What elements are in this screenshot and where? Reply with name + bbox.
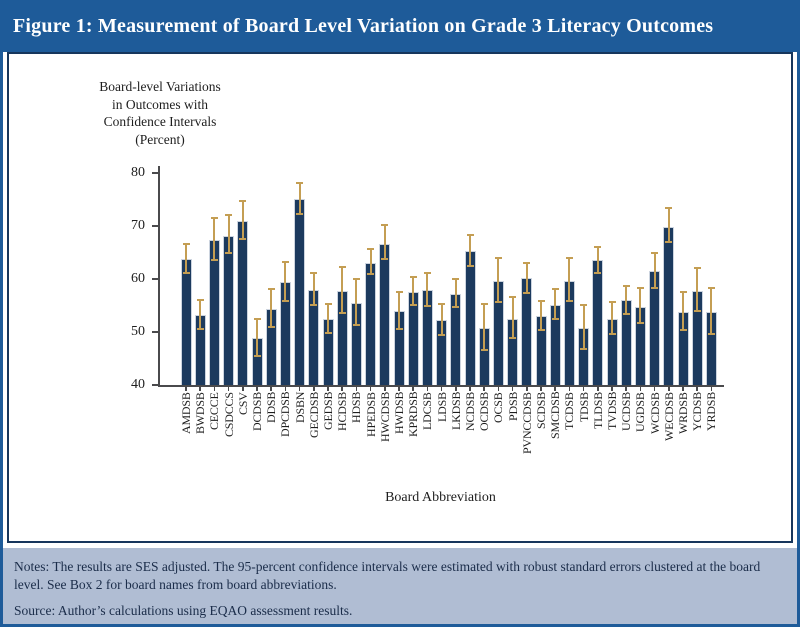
error-bar-cap-bottom: [353, 324, 360, 326]
x-tick-mark: [242, 386, 244, 391]
x-tick-mark: [256, 386, 258, 391]
y-tick-mark: [152, 225, 158, 227]
error-bar-cap-bottom: [239, 238, 246, 240]
x-tick-mark: [569, 386, 571, 391]
error-bar-cap-top: [197, 299, 204, 301]
error-bar-cap-top: [367, 248, 374, 250]
error-bar-cap-top: [438, 303, 445, 305]
x-tick-mark: [199, 386, 201, 391]
error-bar-cap-bottom: [367, 273, 374, 275]
error-bar-line: [540, 301, 542, 331]
x-tick-label: TLDSB: [590, 392, 605, 430]
x-tick-mark: [512, 386, 514, 391]
y-axis-title: [80, 78, 240, 148]
error-bar-cap-top: [254, 318, 261, 320]
error-bar-cap-bottom: [566, 300, 573, 302]
error-bar-cap-top: [481, 303, 488, 305]
x-tick-label: TCDSB: [562, 392, 577, 430]
bar: [408, 292, 419, 385]
x-tick-label: WECDSB: [661, 392, 676, 441]
error-bar-line: [455, 279, 457, 307]
error-bar-line: [242, 201, 244, 239]
x-tick-mark: [526, 386, 528, 391]
error-bar-line: [668, 208, 670, 242]
error-bar-cap-top: [452, 278, 459, 280]
error-bar-cap-bottom: [410, 304, 417, 306]
x-tick-mark: [611, 386, 613, 391]
error-bar-cap-bottom: [708, 333, 715, 335]
bar: [181, 259, 192, 385]
error-bar-line: [710, 288, 712, 334]
x-tick-label: OCDSB: [477, 392, 492, 432]
error-bar-line: [597, 247, 599, 273]
error-bar-line: [185, 244, 187, 273]
error-bar-cap-top: [637, 287, 644, 289]
error-bar-cap-bottom: [623, 313, 630, 315]
error-bar-cap-bottom: [296, 213, 303, 215]
error-bar-line: [355, 279, 357, 325]
error-bar-cap-top: [268, 288, 275, 290]
x-tick-mark: [313, 386, 315, 391]
error-bar-cap-top: [651, 252, 658, 254]
error-bar-line: [299, 183, 301, 214]
error-bar-cap-top: [509, 296, 516, 298]
x-tick-label: GECDSB: [306, 392, 321, 439]
x-tick-label: GEDSB: [321, 392, 335, 431]
x-tick-label: TVDSB: [605, 392, 619, 431]
error-bar-cap-bottom: [509, 337, 516, 339]
x-tick-label: HWDSB: [392, 392, 406, 435]
error-bar-line: [341, 267, 343, 313]
x-tick-label: OCSB: [491, 392, 506, 423]
x-tick-label: HWCDSB: [377, 392, 392, 443]
x-tick-label: LDSB: [434, 392, 449, 422]
y-axis-title-line: in Outcomes with: [112, 96, 208, 112]
error-bar-cap-top: [296, 182, 303, 184]
error-bar-cap-bottom: [609, 333, 616, 335]
x-tick-label: KPRDSB: [406, 392, 421, 438]
x-tick-label: DSBN: [292, 392, 307, 424]
x-tick-mark: [370, 386, 372, 391]
error-bar-cap-top: [609, 301, 616, 303]
source-text: Source: Author’s calculations using EQAO assessment results.: [14, 603, 353, 618]
x-tick-mark: [356, 386, 358, 391]
error-bar-line: [412, 277, 414, 305]
x-tick-label: WCDSB: [647, 392, 662, 434]
error-bar-cap-bottom: [211, 259, 218, 261]
error-bar-cap-bottom: [310, 304, 317, 306]
bar: [521, 278, 532, 385]
y-tick-label: 60: [131, 271, 145, 286]
x-tick-label: CECCE: [207, 392, 222, 430]
error-bar-cap-top: [353, 278, 360, 280]
x-tick-label: CSDCCS: [221, 392, 236, 437]
error-bar-cap-top: [183, 243, 190, 245]
x-tick-label: WRDSB: [676, 392, 690, 434]
error-bar-cap-top: [566, 257, 573, 259]
error-bar-line: [696, 268, 698, 311]
error-bar-cap-bottom: [396, 328, 403, 330]
error-bar-cap-bottom: [651, 287, 658, 289]
x-tick-mark: [441, 386, 443, 391]
error-bar-cap-bottom: [424, 305, 431, 307]
error-bar-line: [228, 215, 230, 253]
error-bar-cap-top: [211, 217, 218, 219]
error-bar-cap-top: [523, 262, 530, 264]
x-tick-mark: [427, 386, 429, 391]
error-bar-cap-top: [665, 207, 672, 209]
x-tick-mark: [185, 386, 187, 391]
x-tick-mark: [455, 386, 457, 391]
error-bar-line: [469, 235, 471, 266]
x-tick-mark: [270, 386, 272, 391]
error-bar-line: [654, 253, 656, 289]
error-bar-cap-bottom: [481, 349, 488, 351]
error-bar-cap-bottom: [594, 272, 601, 274]
chart-panel: [7, 52, 793, 543]
error-bar-line: [497, 258, 499, 301]
error-bar-cap-bottom: [325, 332, 332, 334]
x-tick-label: BWDSB: [193, 392, 208, 434]
x-tick-label: AMDSB: [179, 392, 193, 434]
y-axis-line: [158, 166, 160, 386]
x-tick-mark: [228, 386, 230, 391]
error-bar-line: [256, 319, 258, 356]
error-bar-line: [526, 263, 528, 293]
error-bar-cap-top: [708, 287, 715, 289]
error-bar-cap-bottom: [694, 310, 701, 312]
error-bar-cap-top: [225, 214, 232, 216]
error-bar-cap-bottom: [538, 329, 545, 331]
error-bar-cap-bottom: [580, 348, 587, 350]
error-bar-cap-bottom: [637, 322, 644, 324]
error-bar-cap-bottom: [495, 301, 502, 303]
x-tick-label: SCDSB: [534, 392, 548, 430]
error-bar-cap-bottom: [452, 306, 459, 308]
x-tick-mark: [412, 386, 414, 391]
error-bar-cap-top: [623, 285, 630, 287]
x-tick-label: UGDSB: [633, 392, 648, 432]
error-bar-cap-top: [594, 246, 601, 248]
error-bar-cap-bottom: [552, 318, 559, 320]
error-bar-line: [568, 258, 570, 300]
error-bar-cap-top: [538, 300, 545, 302]
error-bar-cap-bottom: [467, 265, 474, 267]
error-bar-line: [512, 297, 514, 338]
notes-band: [3, 548, 797, 624]
bar: [379, 244, 390, 385]
x-tick-mark: [597, 386, 599, 391]
x-tick-mark: [327, 386, 329, 391]
x-tick-mark: [498, 386, 500, 391]
bar: [223, 236, 234, 385]
x-tick-mark: [341, 386, 343, 391]
y-tick-label: 50: [131, 324, 145, 339]
figure-title-band: [0, 0, 800, 52]
x-tick-mark: [299, 386, 301, 391]
error-bar-cap-top: [495, 257, 502, 259]
error-bar-line: [398, 292, 400, 329]
bar: [465, 251, 476, 385]
x-tick-label: LDCSB: [420, 392, 435, 430]
error-bar-cap-top: [381, 224, 388, 226]
y-tick-label: 40: [131, 377, 145, 392]
x-tick-mark: [668, 386, 670, 391]
error-bar-line: [370, 249, 372, 274]
x-tick-label: DDSB: [264, 392, 279, 424]
x-tick-mark: [554, 386, 556, 391]
error-bar-cap-bottom: [665, 241, 672, 243]
error-bar-cap-top: [396, 291, 403, 293]
y-axis-title-line: Confidence Intervals: [103, 114, 217, 129]
error-bar-line: [441, 304, 443, 335]
error-bar-cap-top: [552, 288, 559, 290]
x-tick-label: HPEDSB: [363, 392, 378, 437]
error-bar-cap-top: [410, 276, 417, 278]
y-tick-label: 80: [131, 165, 145, 180]
error-bar-cap-bottom: [268, 326, 275, 328]
x-tick-mark: [483, 386, 485, 391]
error-bar-cap-top: [310, 272, 317, 274]
x-tick-label: YRDSB: [704, 392, 719, 432]
y-tick-mark: [152, 331, 158, 333]
error-bar-line: [384, 225, 386, 259]
x-tick-label: DPCDSB: [278, 392, 293, 438]
y-tick-mark: [152, 384, 158, 386]
x-tick-label: PVNCCDSB: [519, 392, 534, 454]
y-axis-title-line: Board-level Variations: [99, 79, 221, 94]
bar: [592, 260, 603, 385]
error-bar-cap-top: [680, 291, 687, 293]
x-tick-mark: [398, 386, 400, 391]
y-axis-title-line: (Percent): [135, 131, 185, 147]
x-tick-mark: [540, 386, 542, 391]
error-bar-cap-bottom: [282, 300, 289, 302]
error-bar-cap-top: [325, 303, 332, 305]
x-tick-label: HDSB: [349, 392, 364, 424]
x-tick-mark: [682, 386, 684, 391]
notes-text: Notes: The results are SES adjusted. The 95-percent confidence intervals were estimated with robust standard errors clustered at the board level. See Box 2 for board names from board abbreviations.: [14, 559, 761, 592]
x-tick-label: LKDSB: [448, 392, 463, 431]
error-bar-cap-bottom: [225, 252, 232, 254]
x-tick-mark: [711, 386, 713, 391]
error-bar-line: [583, 305, 585, 349]
x-tick-mark: [583, 386, 585, 391]
bar: [237, 221, 248, 385]
x-tick-mark: [640, 386, 642, 391]
bar: [294, 199, 305, 385]
error-bar-cap-top: [467, 234, 474, 236]
bar: [209, 240, 220, 385]
x-tick-mark: [469, 386, 471, 391]
error-bar-line: [554, 289, 556, 319]
error-bar-line: [682, 292, 684, 331]
x-tick-label: CSV: [235, 392, 250, 415]
bar: [365, 263, 376, 385]
x-tick-mark: [625, 386, 627, 391]
error-bar-line: [270, 289, 272, 327]
error-bar-cap-bottom: [438, 334, 445, 336]
error-bar-cap-bottom: [381, 258, 388, 260]
error-bar-cap-bottom: [183, 272, 190, 274]
x-tick-label: SMCDSB: [548, 392, 563, 440]
error-bar-cap-bottom: [680, 329, 687, 331]
x-tick-label: HCDSB: [335, 392, 350, 432]
x-axis-title: Board Abbreviation: [385, 490, 496, 505]
x-tick-label: YCDSB: [690, 392, 705, 432]
figure-title: Figure 1: Measurement of Board Level Variation on Grade 3 Literacy Outcomes: [13, 14, 714, 37]
x-tick-mark: [654, 386, 656, 391]
x-tick-label: DCDSB: [250, 392, 264, 432]
y-tick-mark: [152, 278, 158, 280]
error-bar-cap-bottom: [254, 355, 261, 357]
error-bar-cap-top: [424, 272, 431, 274]
error-bar-line: [284, 262, 286, 302]
error-bar-line: [327, 304, 329, 333]
error-bar-cap-top: [239, 200, 246, 202]
error-bar-line: [639, 288, 641, 323]
y-tick-label: 70: [131, 218, 145, 233]
error-bar-cap-bottom: [339, 312, 346, 314]
error-bar-line: [426, 273, 428, 306]
bar: [663, 227, 674, 385]
y-tick-mark: [152, 172, 158, 174]
figure-body: [3, 52, 797, 624]
x-tick-label: TDSB: [576, 392, 591, 422]
error-bar-line: [625, 286, 627, 314]
error-bar-cap-bottom: [197, 328, 204, 330]
error-bar-line: [313, 273, 315, 305]
error-bar-cap-top: [580, 304, 587, 306]
x-tick-mark: [384, 386, 386, 391]
error-bar-line: [483, 304, 485, 350]
error-bar-cap-bottom: [523, 292, 530, 294]
x-tick-label: NCDSB: [463, 392, 477, 432]
error-bar-line: [213, 218, 215, 260]
x-tick-label: UCDSB: [619, 392, 634, 432]
x-tick-label: PDSB: [505, 392, 520, 422]
x-tick-mark: [696, 386, 698, 391]
error-bar-line: [611, 302, 613, 334]
error-bar-line: [199, 300, 201, 329]
x-tick-mark: [214, 386, 216, 391]
x-tick-mark: [285, 386, 287, 391]
error-bar-cap-top: [339, 266, 346, 268]
error-bar-cap-top: [282, 261, 289, 263]
error-bar-cap-top: [694, 267, 701, 269]
